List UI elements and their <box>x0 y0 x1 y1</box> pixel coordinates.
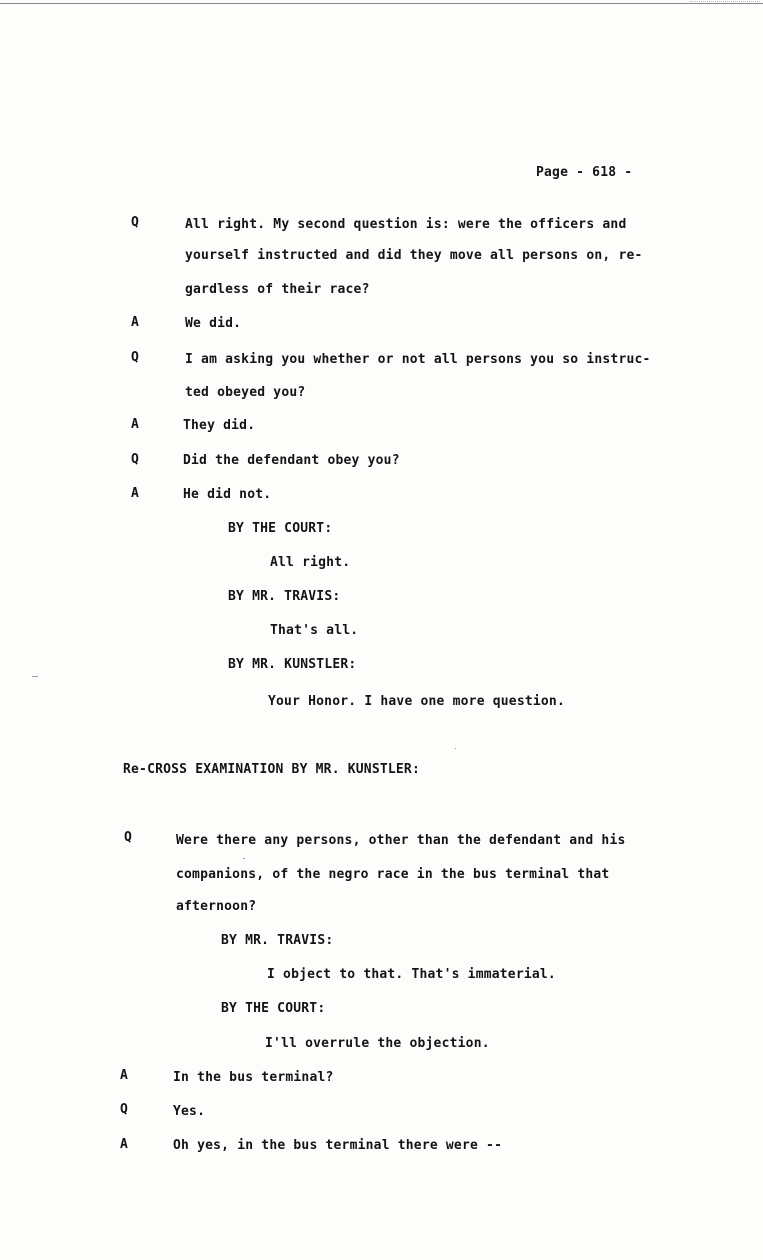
transcript-line: I'll overrule the objection. <box>265 1036 490 1051</box>
top-rule-faint <box>690 1 760 2</box>
speaker-heading: BY MR. TRAVIS: <box>228 589 341 604</box>
top-rule <box>0 3 763 4</box>
transcript-line: We did. <box>185 316 242 331</box>
transcript-line: In the bus terminal? <box>173 1070 334 1085</box>
transcript-line: ted obeyed you? <box>185 385 306 400</box>
transcript-line: I am asking you whether or not all persons you so instruc- <box>185 352 651 367</box>
transcript-line: Were there any persons, other than the defendant and his <box>176 833 626 848</box>
scan-speck <box>32 676 38 677</box>
page-number-header: Page - 618 - <box>536 165 633 180</box>
speaker-label-q: Q <box>124 830 132 845</box>
transcript-line: He did not. <box>183 487 272 502</box>
speaker-heading: BY MR. TRAVIS: <box>221 933 334 948</box>
transcript-line: They did. <box>183 418 256 433</box>
speaker-label-q: Q <box>131 452 139 467</box>
speaker-label-q: Q <box>131 350 139 365</box>
speaker-heading: BY THE COURT: <box>228 521 333 536</box>
transcript-line: That's all. <box>270 623 359 638</box>
transcript-line: All right. <box>270 555 351 570</box>
transcript-line: companions, of the negro race in the bus terminal that <box>176 867 610 882</box>
transcript-line: I object to that. That's immaterial. <box>267 967 556 982</box>
transcript-line: gardless of their race? <box>185 282 370 297</box>
transcript-line: Your Honor. I have one more question. <box>268 694 565 709</box>
speaker-label-q: Q <box>120 1102 128 1117</box>
transcript-line: afternoon? <box>176 899 257 914</box>
scan-speck <box>455 748 456 749</box>
transcript-line: yourself instructed and did they move all persons on, re- <box>185 248 643 263</box>
transcript-line: Yes. <box>173 1104 206 1119</box>
transcript-line: Did the defendant obey you? <box>183 453 400 468</box>
scan-speck <box>243 858 245 859</box>
speaker-label-a: A <box>131 315 139 330</box>
speaker-label-a: A <box>131 486 139 501</box>
speaker-label-q: Q <box>131 215 139 230</box>
section-heading: Re-CROSS EXAMINATION BY MR. KUNSTLER: <box>123 762 420 777</box>
speaker-label-a: A <box>131 417 139 432</box>
transcript-line: Oh yes, in the bus terminal there were -- <box>173 1138 503 1153</box>
transcript-line: All right. My second question is: were the officers and <box>185 217 627 232</box>
speaker-label-a: A <box>120 1137 128 1152</box>
speaker-heading: BY MR. KUNSTLER: <box>228 657 357 672</box>
speaker-label-a: A <box>120 1068 128 1083</box>
speaker-heading: BY THE COURT: <box>221 1001 326 1016</box>
